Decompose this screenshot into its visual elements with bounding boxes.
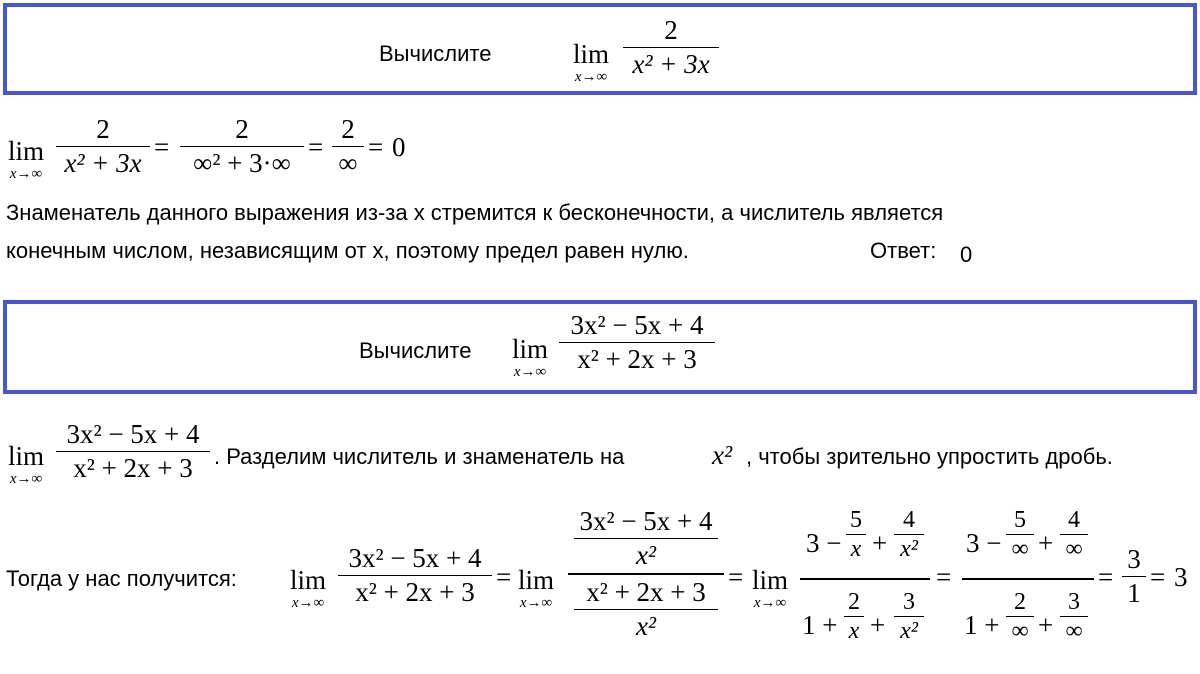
sol2-result: 3: [1174, 562, 1188, 592]
sol1-fraction-1: 2 x² + 3x: [56, 116, 150, 177]
sol2-fraction: 3x² − 5x + 4 x² + 2x + 3: [56, 421, 210, 482]
sol2-equals-2: =: [728, 562, 744, 592]
task1-fraction: 2 x² + 3x: [623, 17, 719, 78]
sol1-explanation-line2: конечным числом, незавиcящим от x, поэтому предел равен нулю.: [6, 238, 689, 263]
sol2-step3-complex-fraction: [800, 508, 930, 658]
sol1-equals-3: =: [368, 132, 384, 162]
task2-box: [3, 300, 1197, 394]
sol2-step4-denominator: 1 + 2 ∞ + 3 ∞: [962, 590, 1094, 654]
sol2-step4-complex-fraction: [962, 508, 1094, 658]
sol1-fraction-3: 2 ∞: [332, 116, 364, 177]
sol2-step3-lim: lim x→∞: [752, 565, 789, 611]
sol2-equals-4: =: [1098, 562, 1114, 592]
sol2-divisor: x²: [712, 440, 733, 470]
sol2-step2-complex-fraction: 3x² − 5x + 4 x² x² + 2x + 3 x²: [568, 508, 724, 640]
sol2-step3-denominator: 1 + 2 x + 3 x²: [800, 590, 930, 654]
sol2-text-b: , чтобы зрительно упростить дробь.: [746, 444, 1113, 469]
task2-lim: lim x→∞: [512, 334, 549, 380]
sol1-explanation-line1: Знаменатель данного выражения из-за x стремится к бесконечности, а числитель является: [6, 200, 944, 225]
sol2-step5-fraction: 3 1: [1122, 546, 1146, 607]
task1-lim: lim x→∞: [573, 39, 610, 85]
task2-fraction: 3x² − 5x + 4 x² + 2x + 3: [559, 312, 715, 373]
sol2-text-a: . Разделим числитель и знаменатель на: [214, 444, 625, 469]
sol2-then-label: Тогда у нас получится:: [6, 566, 237, 591]
sol2-step1-fraction: 3x² − 5x + 4 x² + 2x + 3: [338, 545, 492, 606]
task1-box: [3, 3, 1197, 95]
sol1-equals-2: =: [308, 132, 324, 162]
sol2-step2-lim: lim x→∞: [518, 565, 555, 611]
sol1-answer-label: Ответ:: [870, 238, 937, 263]
sol1-lim: lim x→∞: [8, 136, 45, 182]
task2-label: Вычислите: [359, 338, 472, 363]
sol2-lim: lim x→∞: [8, 441, 45, 487]
task1-label: Вычислите: [379, 41, 492, 66]
sol2-equals-5: =: [1150, 562, 1166, 592]
sol2-step3-numerator: 3 − 5 x + 4 x²: [800, 508, 930, 572]
sol1-equals-1: =: [154, 132, 170, 162]
sol2-step1-lim: lim x→∞: [290, 565, 327, 611]
sol1-fraction-2: 2 ∞² + 3·∞: [180, 116, 304, 177]
sol2-equals-1: =: [496, 562, 512, 592]
sol2-equals-3: =: [936, 562, 952, 592]
sol2-step4-numerator: 3 − 5 ∞ + 4 ∞: [962, 508, 1094, 572]
sol1-answer-value: 0: [960, 242, 973, 267]
sol1-result: 0: [392, 132, 406, 162]
